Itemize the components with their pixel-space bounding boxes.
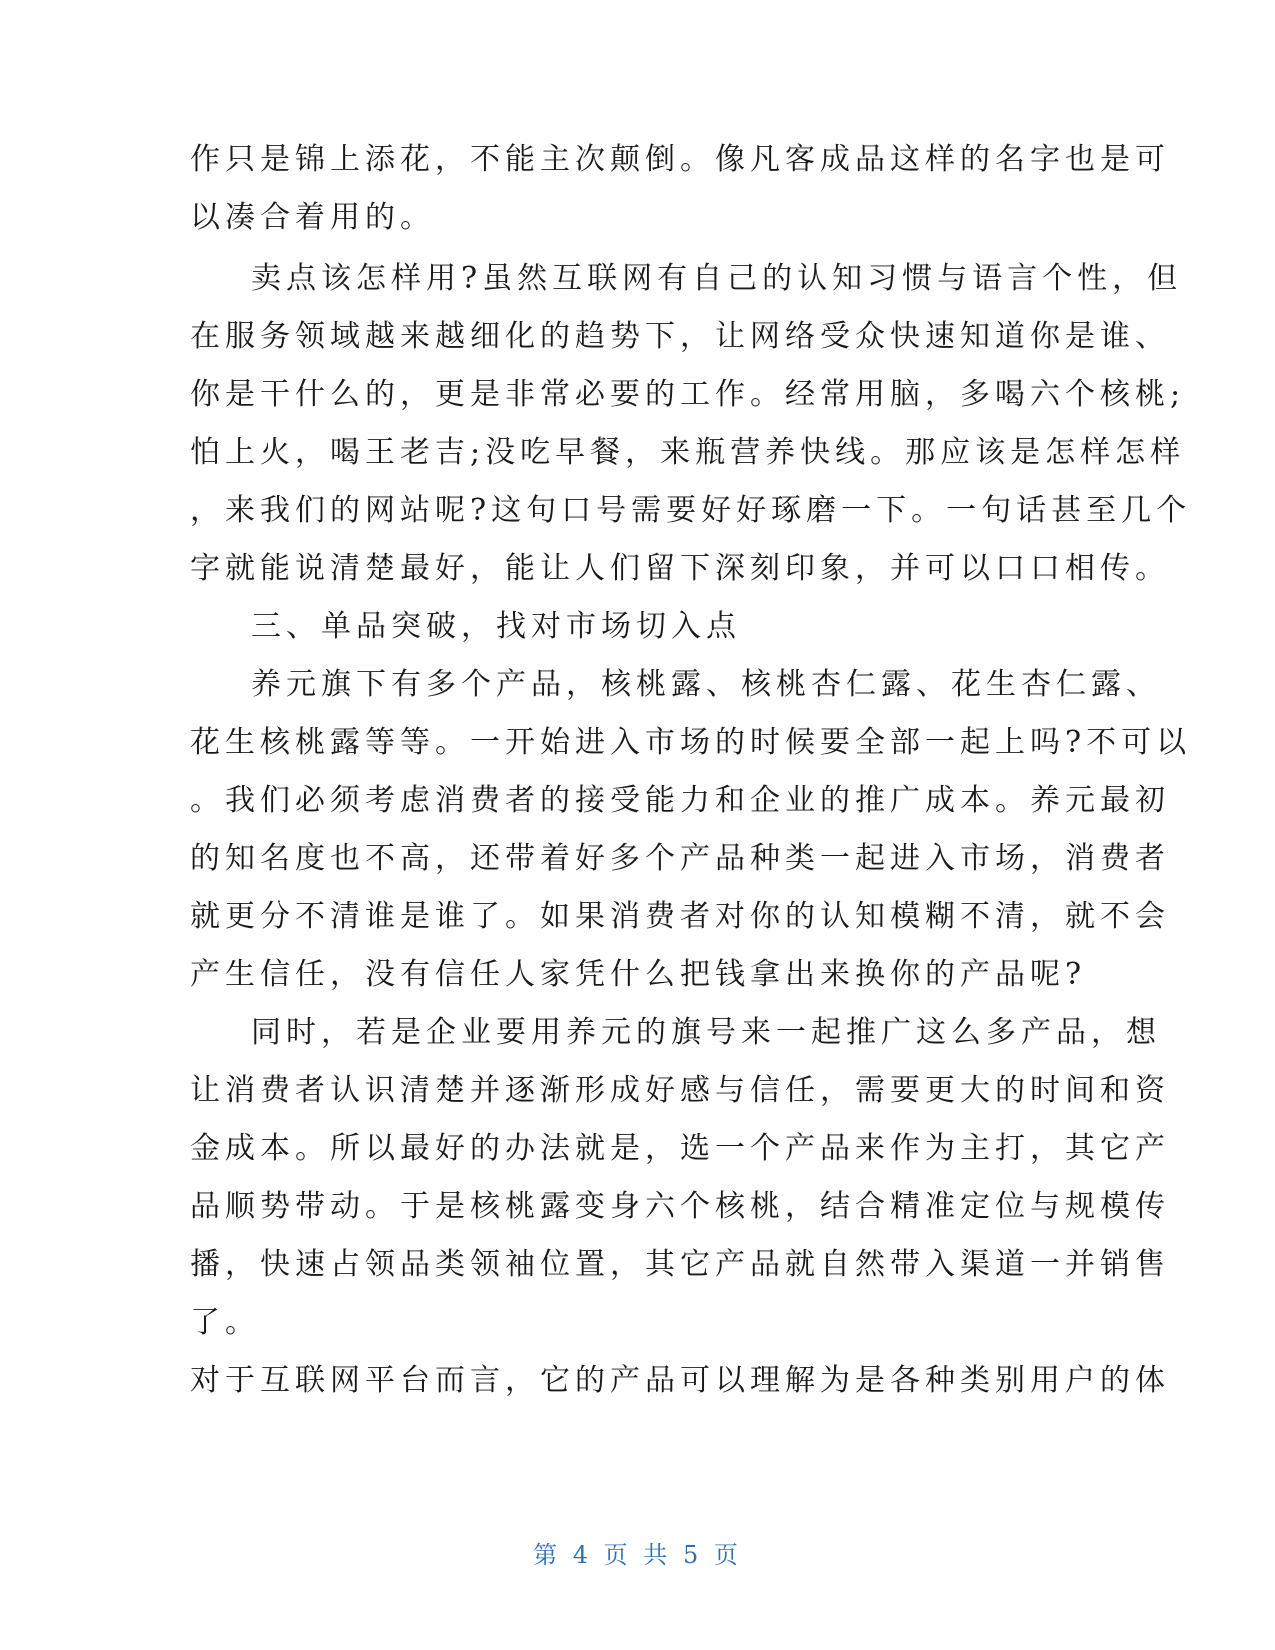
- section-heading: 三、单品突破，找对市场切入点: [251, 609, 741, 644]
- text-line: 让消费者认识清楚并逐渐形成好感与信任，需要更大的时间和资: [190, 1073, 1170, 1108]
- text-line: 花生核桃露等等。一开始进入市场的时候要全部一起上吗?不可以: [190, 725, 1192, 760]
- text-line: 字就能说清楚最好，能让人们留下深刻印象，并可以口口相传。: [190, 551, 1170, 586]
- text-line: 对于互联网平台而言，它的产品可以理解为是各种类别用户的体: [190, 1363, 1170, 1398]
- text-line: 的知名度也不高，还带着好多个产品种类一起进入市场，消费者: [190, 841, 1170, 876]
- page-number-footer: 第 4 页 共 5 页: [533, 1541, 742, 1569]
- text-line: 。我们必须考虑消费者的接受能力和企业的推广成本。养元最初: [190, 783, 1170, 818]
- text-line: 怕上火，喝王老吉;没吃早餐，来瓶营养快线。那应该是怎样怎样: [190, 435, 1186, 470]
- text-line: 在服务领域越来越细化的趋势下，让网络受众快速知道你是谁、: [190, 319, 1170, 354]
- text-line: 就更分不清谁是谁了。如果消费者对你的认知模糊不清，就不会: [190, 899, 1170, 934]
- text-line: 播，快速占领品类领袖位置，其它产品就自然带入渠道一并销售: [190, 1247, 1170, 1282]
- text-line: 品顺势带动。于是核桃露变身六个核桃，结合精准定位与规模传: [190, 1189, 1170, 1224]
- paragraph-start-line: 卖点该怎样用?虽然互联网有自己的认知习惯与语言个性，但: [251, 261, 1183, 296]
- paragraph-start-line: 养元旗下有多个产品，核桃露、核桃杏仁露、花生杏仁露、: [251, 667, 1161, 702]
- text-line: 金成本。所以最好的办法就是，选一个产品来作为主打，其它产: [190, 1131, 1170, 1166]
- text-line: 了。: [190, 1305, 260, 1340]
- text-line: 作只是锦上添花，不能主次颠倒。像凡客成品这样的名字也是可: [190, 142, 1170, 177]
- text-line: 产生信任，没有信任人家凭什么把钱拿出来换你的产品呢?: [190, 957, 1087, 992]
- text-line: 你是干什么的，更是非常必要的工作。经常用脑，多喝六个核桃;: [190, 377, 1186, 412]
- text-line: ，来我们的网站呢?这句口号需要好好琢磨一下。一句话甚至几个: [190, 493, 1192, 528]
- paragraph-start-line: 同时，若是企业要用养元的旗号来一起推广这么多产品，想: [251, 1015, 1161, 1050]
- text-line: 以凑合着用的。: [190, 200, 435, 235]
